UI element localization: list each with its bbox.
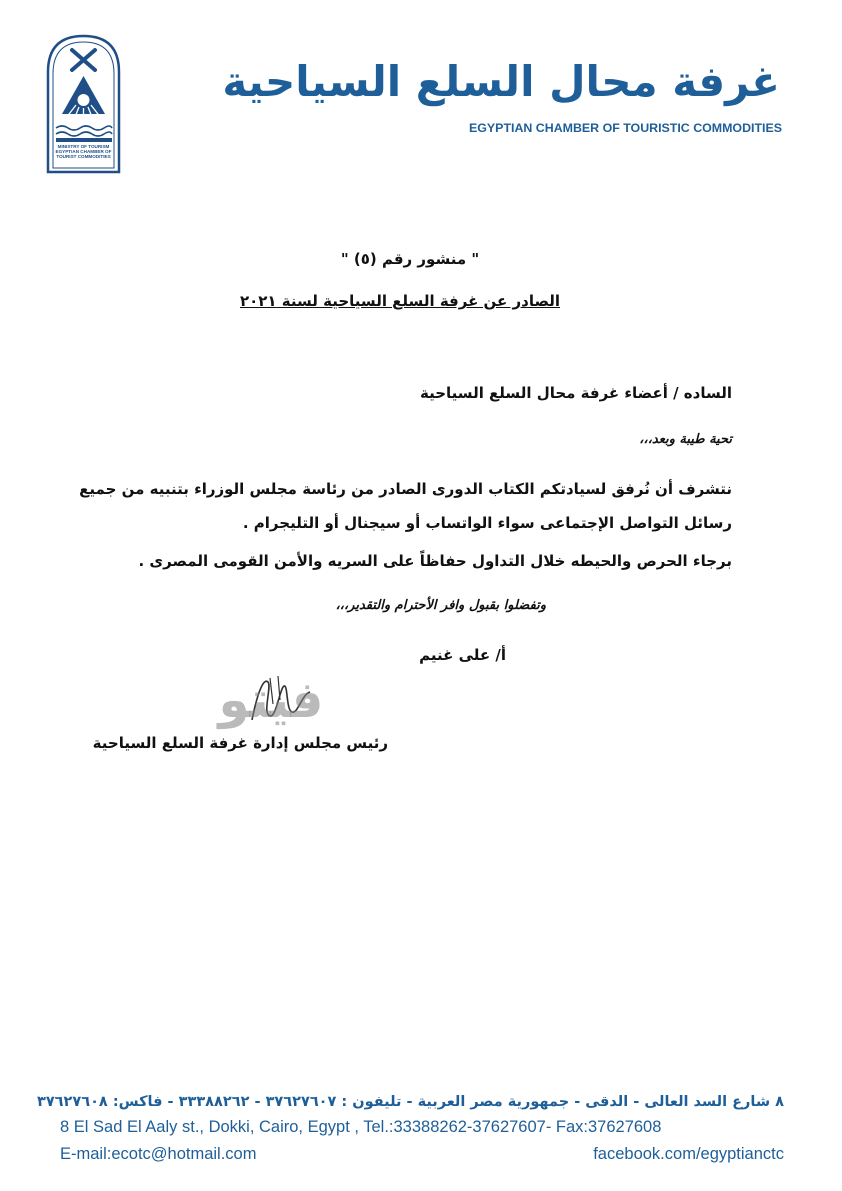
recipients-line: الساده / أعضاء غرفة محال السلع السياحية [420, 384, 732, 402]
chamber-name-english: EGYPTIAN CHAMBER OF TOURISTIC COMMODITIES [469, 121, 782, 135]
watermark-logo: فيتو [218, 671, 324, 729]
chamber-name-arabic: غرفة محال السلع السياحية [222, 57, 780, 106]
issuer-line-text: الصادر عن غرفة السلع السياحية لسنة ٢٠٢١ [239, 292, 561, 310]
footer-facebook: facebook.com/egyptianctc [593, 1145, 784, 1163]
body-paragraph-2: برجاء الحرص والحيطه خلال التداول حفاظاً على السريه والأمن القومى المصرى . [138, 552, 732, 570]
footer-address-english: 8 El Sad El Aaly st., Dokki, Cairo, Egypt , Tel.:33388262-37627607- Fax:37627608 [60, 1118, 662, 1136]
footer-address-arabic: ٨ شارع السد العالى - الدقى - جمهورية مصر العربية - تليفون : ٣٧٦٢٧٦٠٧ - ٣٣٣٨٨٢٦٢ - فاكس: ٣٧٦٢٧٦٠٨ [36, 1094, 784, 1110]
logo-caption: MINISTRY OF TOURISM EGYPTIAN CHAMBER OF TOURIST COMMODITIES [55, 144, 112, 159]
signer-name: أ/ على غنيم [419, 646, 506, 664]
body-paragraph-1: نتشرف أن نُرفق لسيادتكم الكتاب الدورى الصادر من رئاسة مجلس الوزراء بتنبيه من جميع رسائل التواصل الإجتماعى سواء الواتساب أو سيجنال أو التليجرام . [79, 480, 732, 532]
chamber-logo [42, 32, 125, 176]
issuer-line [200, 292, 600, 310]
footer-email: E-mail:ecotc@hotmail.com [60, 1145, 257, 1163]
signer-title: رئيس مجلس إدارة غرفة السلع السياحية [92, 734, 388, 752]
closing-line: وتفضلوا بقبول وافر الأحترام والتقدير،،، [335, 598, 546, 613]
greeting-line: تحية طيبة وبعد،،، [639, 432, 732, 447]
circular-number: " منشور رقم (٥) " [340, 250, 480, 268]
